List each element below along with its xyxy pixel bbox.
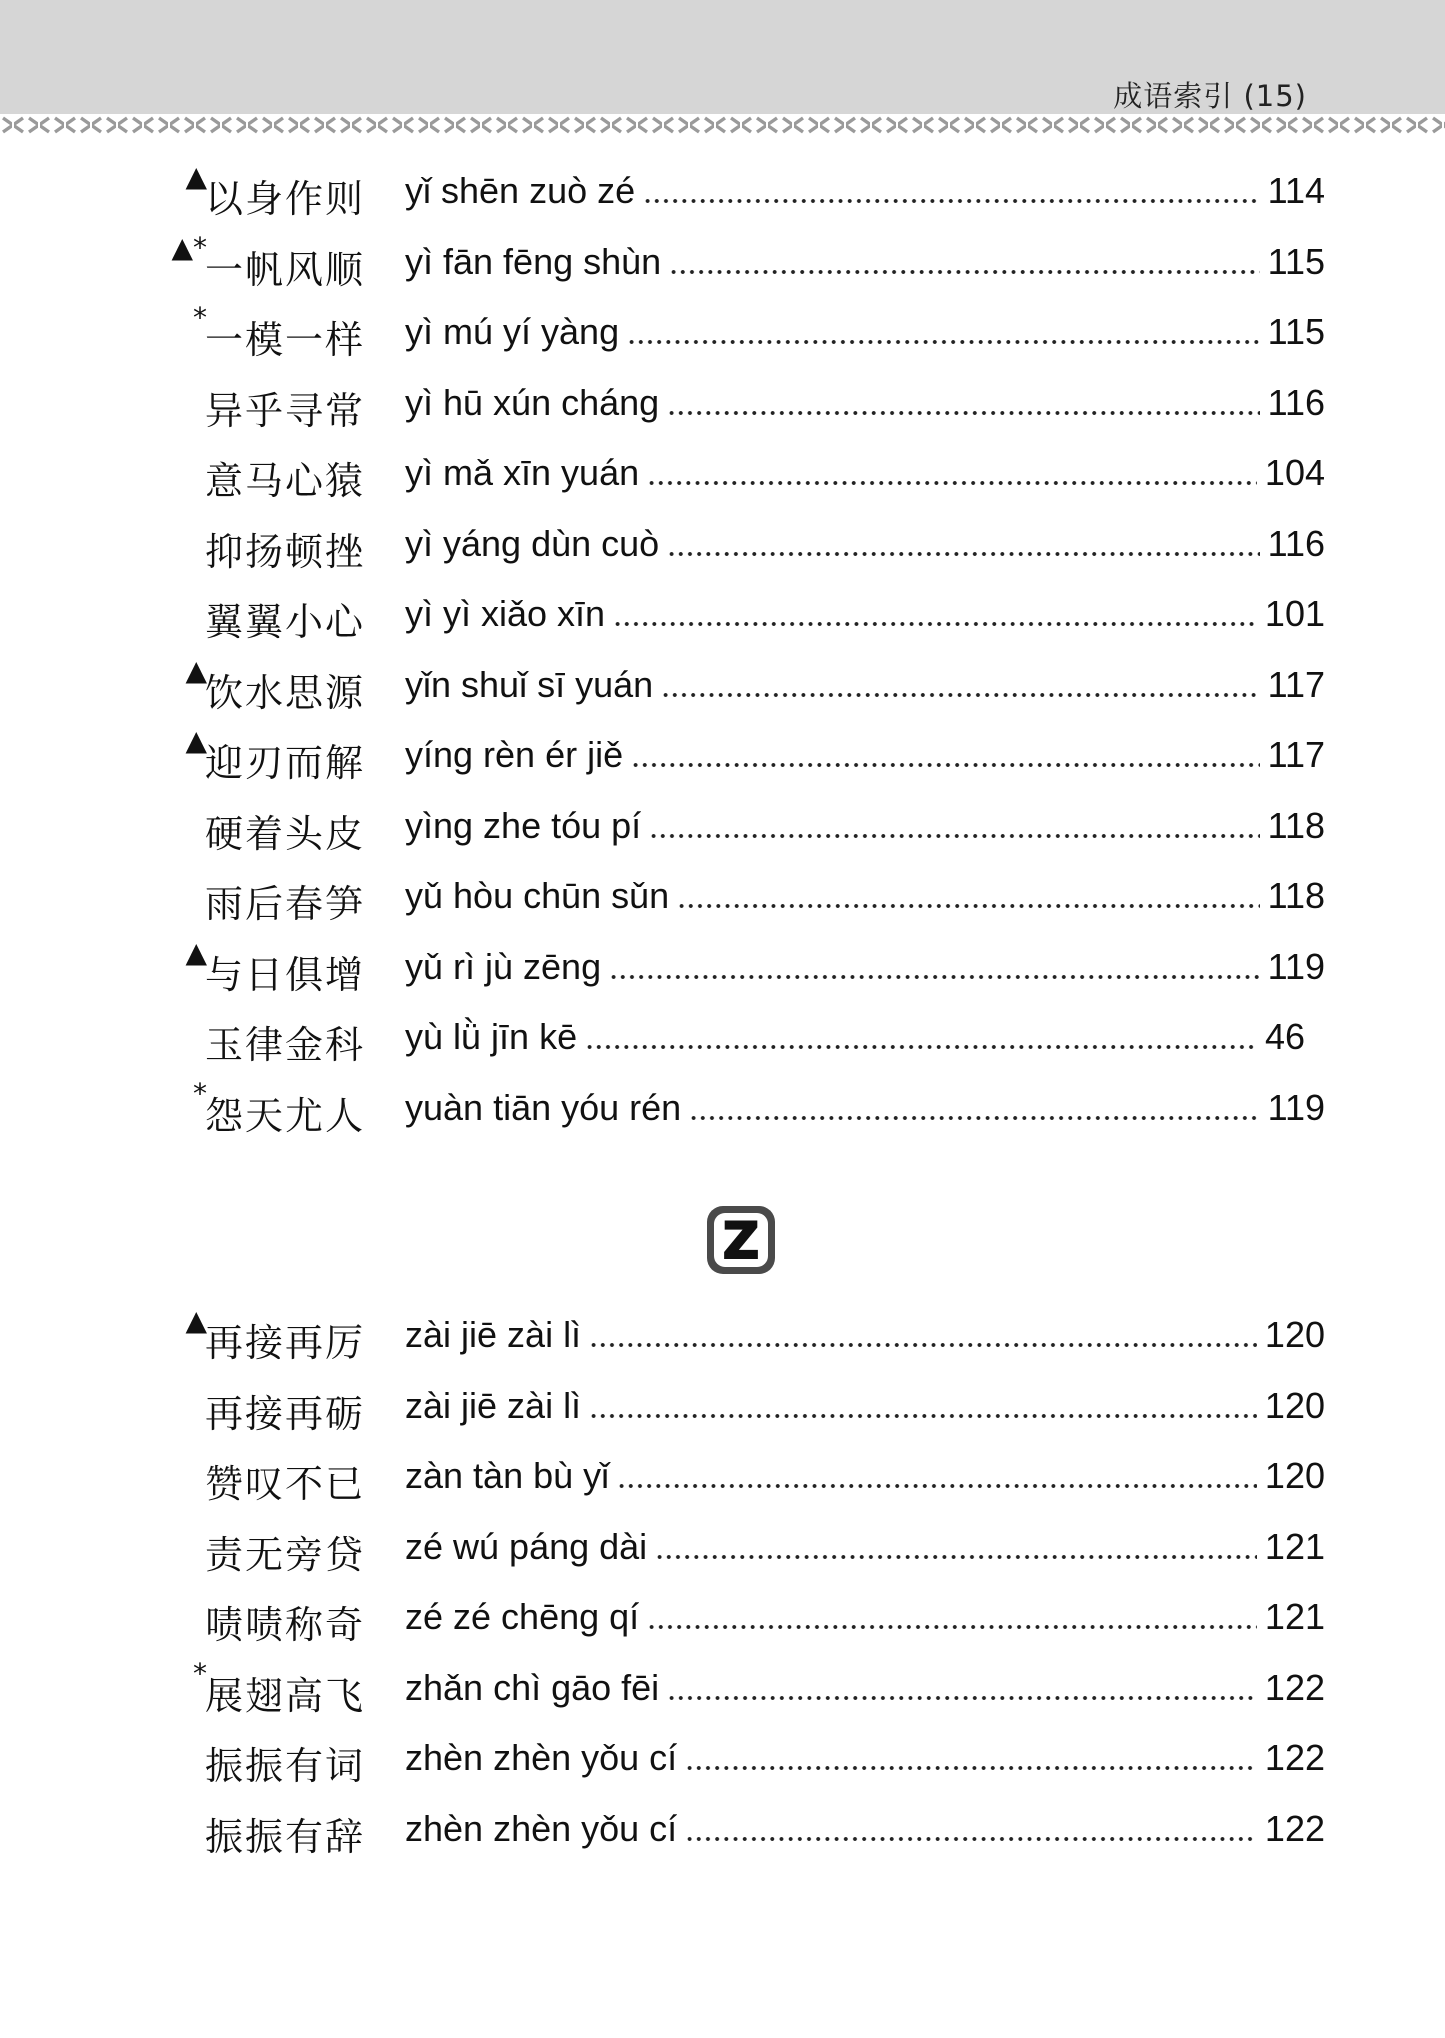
entry-page-number: 118 bbox=[1267, 804, 1325, 846]
entry-page-number: 116 bbox=[1267, 522, 1325, 564]
dot-leader bbox=[669, 270, 1259, 274]
entry-line bbox=[405, 382, 1325, 424]
entry-line bbox=[405, 170, 1325, 212]
entry-page-number: 120 bbox=[1264, 1314, 1325, 1355]
dot-leader bbox=[677, 904, 1259, 908]
entry-page-number: 119 bbox=[1267, 945, 1325, 987]
entry-pinyin: yǐn shuǐ sī yuán bbox=[405, 663, 654, 705]
entry-idiom: 振振有辞 bbox=[205, 1814, 366, 1859]
entry-pinyin: yǔ rì jù zēng bbox=[405, 945, 602, 987]
entry-marks: ▲ bbox=[185, 1304, 207, 1337]
dot-leader bbox=[647, 1625, 1257, 1629]
entry-line bbox=[405, 1385, 1325, 1427]
entry-line bbox=[405, 1455, 1325, 1497]
decorative-border bbox=[0, 114, 1445, 136]
entry-page-number: 121 bbox=[1264, 1596, 1325, 1637]
section-letter: Z bbox=[722, 1212, 760, 1270]
entry-idiom: 硬着头皮 bbox=[205, 811, 366, 856]
header-title: 成语索引 (15) bbox=[1113, 79, 1307, 113]
entry-idiom: 怨天尤人 bbox=[205, 1093, 366, 1138]
dot-leader bbox=[655, 1555, 1257, 1559]
entry-line bbox=[405, 593, 1325, 635]
entry-line bbox=[405, 523, 1325, 565]
index-entry bbox=[0, 162, 1445, 232]
entry-line bbox=[405, 241, 1325, 283]
entry-pinyin: zàn tàn bù yǐ bbox=[405, 1455, 610, 1496]
entry-line bbox=[405, 1667, 1325, 1709]
index-entry bbox=[0, 797, 1445, 867]
entry-pinyin: yì fān fēng shùn bbox=[405, 240, 662, 282]
entry-pinyin: zhǎn chì gāo fēi bbox=[405, 1666, 660, 1708]
entry-page-number: 114 bbox=[1267, 170, 1325, 211]
entry-pinyin: yuàn tiān yóu rén bbox=[405, 1086, 682, 1128]
entry-marks: ▲* bbox=[171, 230, 207, 264]
entry-page-number: 104 bbox=[1264, 452, 1325, 493]
entry-line bbox=[405, 664, 1325, 706]
entry-page-number: 101 bbox=[1264, 593, 1325, 634]
entry-page-number: 115 bbox=[1267, 240, 1325, 282]
entry-line bbox=[405, 1314, 1325, 1356]
index-entry bbox=[0, 1729, 1445, 1799]
entry-page-number: 46 bbox=[1264, 1016, 1305, 1057]
entry-pinyin: yì yáng dùn cuò bbox=[405, 522, 660, 564]
entry-line bbox=[405, 1016, 1305, 1058]
entry-pinyin: zhèn zhèn yǒu cí bbox=[405, 1737, 678, 1778]
entry-marks: ▲ bbox=[185, 724, 207, 757]
entry-idiom: 迎刃而解 bbox=[205, 741, 366, 785]
entry-page-number: 118 bbox=[1267, 875, 1325, 916]
dot-leader bbox=[667, 1696, 1257, 1700]
dot-leader bbox=[667, 411, 1259, 415]
entry-pinyin: zài jiē zài lì bbox=[405, 1384, 582, 1426]
entry-pinyin: yìng zhe tóu pí bbox=[405, 804, 642, 846]
dot-leader bbox=[613, 622, 1257, 626]
entry-line bbox=[405, 946, 1325, 988]
dot-leader bbox=[647, 481, 1257, 485]
entry-line bbox=[405, 1737, 1325, 1779]
index-entry bbox=[0, 374, 1445, 444]
entry-pinyin: zhèn zhèn yǒu cí bbox=[405, 1807, 678, 1849]
entry-pinyin: yì hū xún cháng bbox=[405, 381, 660, 423]
entry-idiom: 责无旁贷 bbox=[205, 1532, 366, 1577]
entry-pinyin: zài jiē zài lì bbox=[405, 1314, 582, 1355]
page-header bbox=[0, 0, 1445, 120]
entry-idiom: 与日俱增 bbox=[205, 952, 366, 997]
entry-line bbox=[405, 1087, 1325, 1129]
entry-idiom: 展翅高飞 bbox=[205, 1673, 366, 1718]
dot-leader bbox=[631, 763, 1259, 767]
entry-line bbox=[405, 805, 1325, 847]
entry-idiom: 玉律金科 bbox=[205, 1023, 366, 1067]
entry-idiom: 一模一样 bbox=[205, 318, 366, 362]
dot-leader bbox=[609, 975, 1259, 979]
entry-idiom: 饮水思源 bbox=[205, 670, 366, 715]
dot-leader bbox=[661, 693, 1259, 697]
entry-pinyin: yì mú yí yàng bbox=[405, 311, 620, 352]
index-entry bbox=[0, 1377, 1445, 1447]
entry-line bbox=[405, 734, 1325, 776]
index-entry bbox=[0, 515, 1445, 585]
entry-page-number: 117 bbox=[1267, 663, 1325, 705]
index-entry bbox=[0, 1076, 1445, 1149]
entry-page-number: 120 bbox=[1264, 1455, 1325, 1496]
entry-pinyin: zé zé chēng qí bbox=[405, 1596, 640, 1637]
index-entry bbox=[0, 1800, 1445, 1870]
entry-line bbox=[405, 875, 1325, 917]
entry-page-number: 115 bbox=[1267, 311, 1325, 352]
entry-idiom: 异乎寻常 bbox=[205, 388, 366, 433]
entry-marks: ▲ bbox=[185, 160, 207, 193]
index-entry bbox=[0, 230, 1445, 303]
entry-idiom: 再接再砺 bbox=[205, 1391, 366, 1436]
dot-leader bbox=[589, 1343, 1257, 1347]
entry-pinyin: yì yì xiǎo xīn bbox=[405, 593, 606, 634]
entry-line bbox=[405, 1808, 1325, 1850]
entry-page-number: 122 bbox=[1264, 1737, 1325, 1778]
entry-marks: * bbox=[193, 1656, 207, 1690]
entry-page-number: 119 bbox=[1267, 1086, 1325, 1128]
entry-pinyin: yǔ hòu chūn sǔn bbox=[405, 875, 670, 916]
dot-leader bbox=[685, 1766, 1257, 1770]
entry-pinyin: yì mǎ xīn yuán bbox=[405, 452, 640, 493]
dot-leader bbox=[685, 1837, 1257, 1841]
index-entry bbox=[0, 1447, 1445, 1517]
entry-line bbox=[405, 452, 1325, 494]
index-entry bbox=[0, 726, 1445, 796]
index-entry bbox=[0, 585, 1445, 655]
entry-marks: * bbox=[193, 1076, 207, 1110]
dot-leader bbox=[617, 1484, 1257, 1488]
index-entry bbox=[0, 1008, 1445, 1078]
dot-leader bbox=[627, 340, 1260, 344]
entry-marks: * bbox=[193, 301, 207, 334]
entry-marks: ▲ bbox=[185, 653, 207, 687]
entry-marks: ▲ bbox=[185, 935, 207, 969]
entry-idiom: 意马心猿 bbox=[205, 459, 366, 503]
entry-idiom: 雨后春笋 bbox=[205, 882, 366, 926]
index-entry bbox=[0, 444, 1445, 514]
entry-idiom: 以身作则 bbox=[205, 177, 366, 221]
dot-leader bbox=[643, 199, 1259, 203]
index-entry bbox=[0, 1518, 1445, 1588]
index-entry bbox=[0, 303, 1445, 373]
entry-idiom: 再接再厉 bbox=[205, 1321, 366, 1365]
dot-leader bbox=[649, 834, 1259, 838]
dot-leader bbox=[667, 552, 1259, 556]
entry-page-number: 120 bbox=[1264, 1384, 1325, 1426]
entry-idiom: 啧啧称奇 bbox=[205, 1603, 366, 1647]
entry-page-number: 121 bbox=[1264, 1525, 1325, 1567]
index-entry bbox=[0, 653, 1445, 726]
entry-page-number: 122 bbox=[1264, 1666, 1325, 1708]
entry-page-number: 122 bbox=[1264, 1807, 1325, 1849]
index-entry bbox=[0, 867, 1445, 937]
section-letter-badge bbox=[705, 1204, 777, 1276]
dot-leader bbox=[689, 1116, 1259, 1120]
entry-idiom: 抑扬顿挫 bbox=[205, 529, 366, 574]
entry-idiom: 振振有词 bbox=[205, 1744, 366, 1788]
entry-pinyin: yíng rèn ér jiě bbox=[405, 734, 624, 775]
entry-page-number: 116 bbox=[1267, 381, 1325, 423]
dot-leader bbox=[585, 1045, 1257, 1049]
index-entry bbox=[0, 1656, 1445, 1729]
dot-leader bbox=[589, 1414, 1257, 1418]
entry-line bbox=[405, 311, 1325, 353]
entry-idiom: 一帆风顺 bbox=[205, 247, 366, 292]
index-entry bbox=[0, 1306, 1445, 1376]
entry-line bbox=[405, 1596, 1325, 1638]
entry-idiom: 赞叹不已 bbox=[205, 1462, 366, 1506]
entry-idiom: 翼翼小心 bbox=[205, 600, 366, 644]
index-entry bbox=[0, 1588, 1445, 1658]
index-entry bbox=[0, 935, 1445, 1008]
entry-pinyin: yǐ shēn zuò zé bbox=[405, 170, 636, 211]
entry-line bbox=[405, 1526, 1325, 1568]
entry-page-number: 117 bbox=[1267, 734, 1325, 775]
entry-pinyin: yù lǜ jīn kē bbox=[405, 1016, 578, 1057]
entry-pinyin: zé wú páng dài bbox=[405, 1525, 648, 1567]
